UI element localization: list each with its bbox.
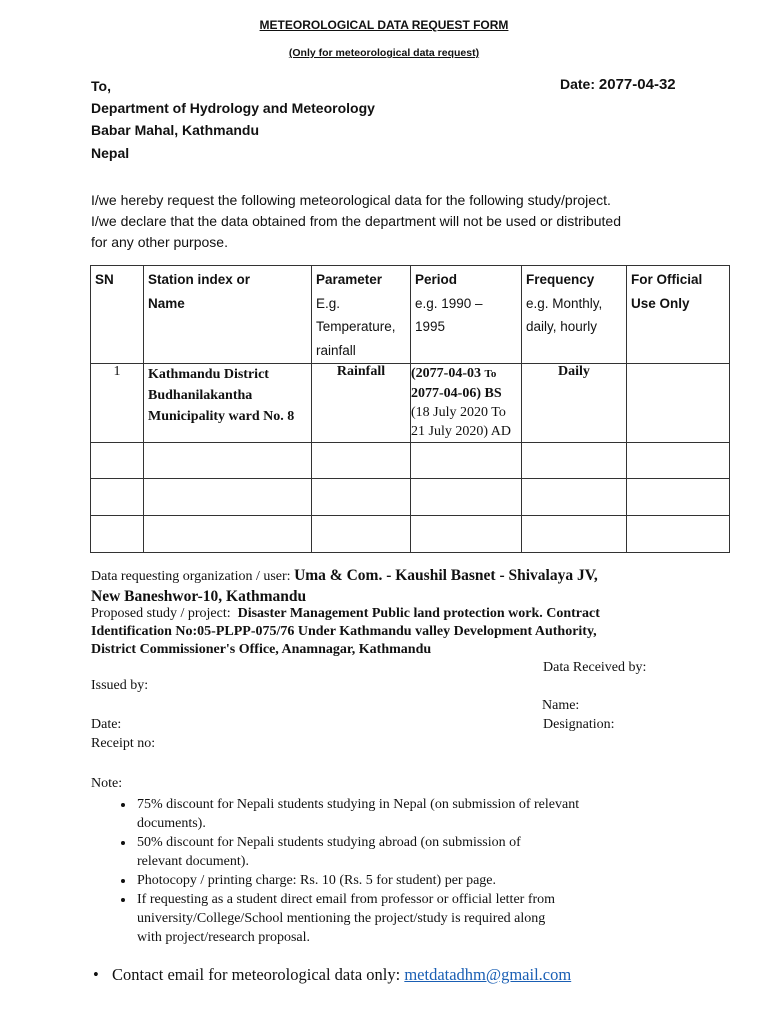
contact-label: Contact email for meteorological data only: xyxy=(112,965,401,984)
project-value-2: Identification No:05-PLPP-075/76 Under Kathmandu valley Development Authority, xyxy=(91,624,597,639)
cell-parameter: Rainfall xyxy=(312,364,411,443)
issued-by-label: Issued by: xyxy=(91,678,149,693)
organization-label: Data requesting organization / user: xyxy=(91,569,291,584)
intro-line-1: I/we hereby request the following meteorological data for the following study/project. xyxy=(91,192,611,208)
header-official-use: For Official Use Only xyxy=(627,266,730,364)
header-frequency: Frequency e.g. Monthly, daily, hourly xyxy=(522,266,627,364)
notes-heading: Note: xyxy=(91,776,123,791)
data-received-by-label: Data Received by: xyxy=(543,660,647,675)
address-line-1: Department of Hydrology and Meteorology xyxy=(91,100,375,116)
table-cell[interactable] xyxy=(91,443,144,479)
cell-frequency: Daily xyxy=(522,364,627,443)
table-cell[interactable] xyxy=(627,516,730,553)
table-row xyxy=(91,364,730,443)
intro-paragraph xyxy=(91,190,731,253)
list-item: • Photocopy / printing charge: Rs. 10 (Rs. 5 for student) per page. xyxy=(135,871,735,890)
organization-value-2: New Baneshwor-10, Kathmandu xyxy=(91,588,307,605)
table-row xyxy=(91,479,730,516)
intro-line-2: I/we declare that the data obtained from the department will not be used or distributed xyxy=(91,213,621,229)
cell-station: Kathmandu District Budhanilakantha Municipality ward No. 8 xyxy=(144,364,312,443)
table-cell[interactable] xyxy=(411,443,522,479)
bullet-icon: • xyxy=(93,965,99,984)
date-label: Date: xyxy=(560,76,596,92)
table-cell[interactable] xyxy=(627,479,730,516)
table-header-row xyxy=(91,266,730,364)
header-parameter: Parameter E.g. Temperature, rainfall xyxy=(312,266,411,364)
notes-list xyxy=(91,795,735,947)
organization-value-1: Uma & Com. - Kaushil Basnet - Shivalaya JV, xyxy=(294,567,598,584)
project-block xyxy=(91,605,721,659)
table-cell[interactable] xyxy=(411,479,522,516)
address-line-2: Babar Mahal, Kathmandu xyxy=(91,122,260,138)
header-period: Period e.g. 1990 – 1995 xyxy=(411,266,522,364)
project-value-3: District Commissioner's Office, Anamnagar, Kathmandu xyxy=(91,642,432,657)
table-row xyxy=(91,516,730,553)
table-cell[interactable] xyxy=(522,443,627,479)
address-to: To, xyxy=(91,78,111,94)
request-table xyxy=(90,265,730,553)
contact-email-link[interactable]: metdatadhm@gmail.com xyxy=(404,965,572,984)
project-value-1: Disaster Management Public land protection work. Contract xyxy=(237,606,600,621)
header-station: Station index or Name xyxy=(144,266,312,364)
table-cell[interactable] xyxy=(627,443,730,479)
table-cell[interactable] xyxy=(312,479,411,516)
intro-line-3: for any other purpose. xyxy=(91,234,228,250)
project-label: Proposed study / project: xyxy=(91,606,231,621)
address-line-3: Nepal xyxy=(91,145,130,161)
table-cell[interactable] xyxy=(312,443,411,479)
cell-official-use[interactable] xyxy=(627,364,730,443)
list-item: • 75% discount for Nepali students studying in Nepal (on submission of relevant documents). xyxy=(135,795,735,833)
date-field xyxy=(560,76,676,93)
table-cell[interactable] xyxy=(144,479,312,516)
table-cell[interactable] xyxy=(522,516,627,553)
table-cell[interactable] xyxy=(522,479,627,516)
organization-block xyxy=(91,566,711,608)
receipt-no-label: Receipt no: xyxy=(91,736,156,751)
list-item: • 50% discount for Nepali students studying abroad (on submission of relevant document). xyxy=(135,833,735,871)
date-value: 2077-04-32 xyxy=(598,76,676,93)
contact-line xyxy=(93,965,572,985)
designation-label: Designation: xyxy=(543,717,615,732)
cell-period: (2077-04-03 To 2077-04-06) BS (18 July 2020 To 21 July 2020) AD xyxy=(411,364,522,443)
table-cell[interactable] xyxy=(91,516,144,553)
cell-sn: 1 xyxy=(91,364,144,443)
name-label: Name: xyxy=(542,698,580,713)
list-item: • If requesting as a student direct email from professor or official letter from university/College/School mentioning the project/study is required along with project/research proposal. xyxy=(135,890,735,947)
table-cell[interactable] xyxy=(411,516,522,553)
header-sn: SN xyxy=(91,266,144,364)
official-date-label: Date: xyxy=(91,717,122,732)
table-cell[interactable] xyxy=(144,516,312,553)
table-cell[interactable] xyxy=(91,479,144,516)
table-cell[interactable] xyxy=(144,443,312,479)
table-cell[interactable] xyxy=(312,516,411,553)
table-row xyxy=(91,443,730,479)
form-title: METEOROLOGICAL DATA REQUEST FORM xyxy=(259,18,509,32)
form-subtitle: (Only for meteorological data request) xyxy=(288,47,480,59)
